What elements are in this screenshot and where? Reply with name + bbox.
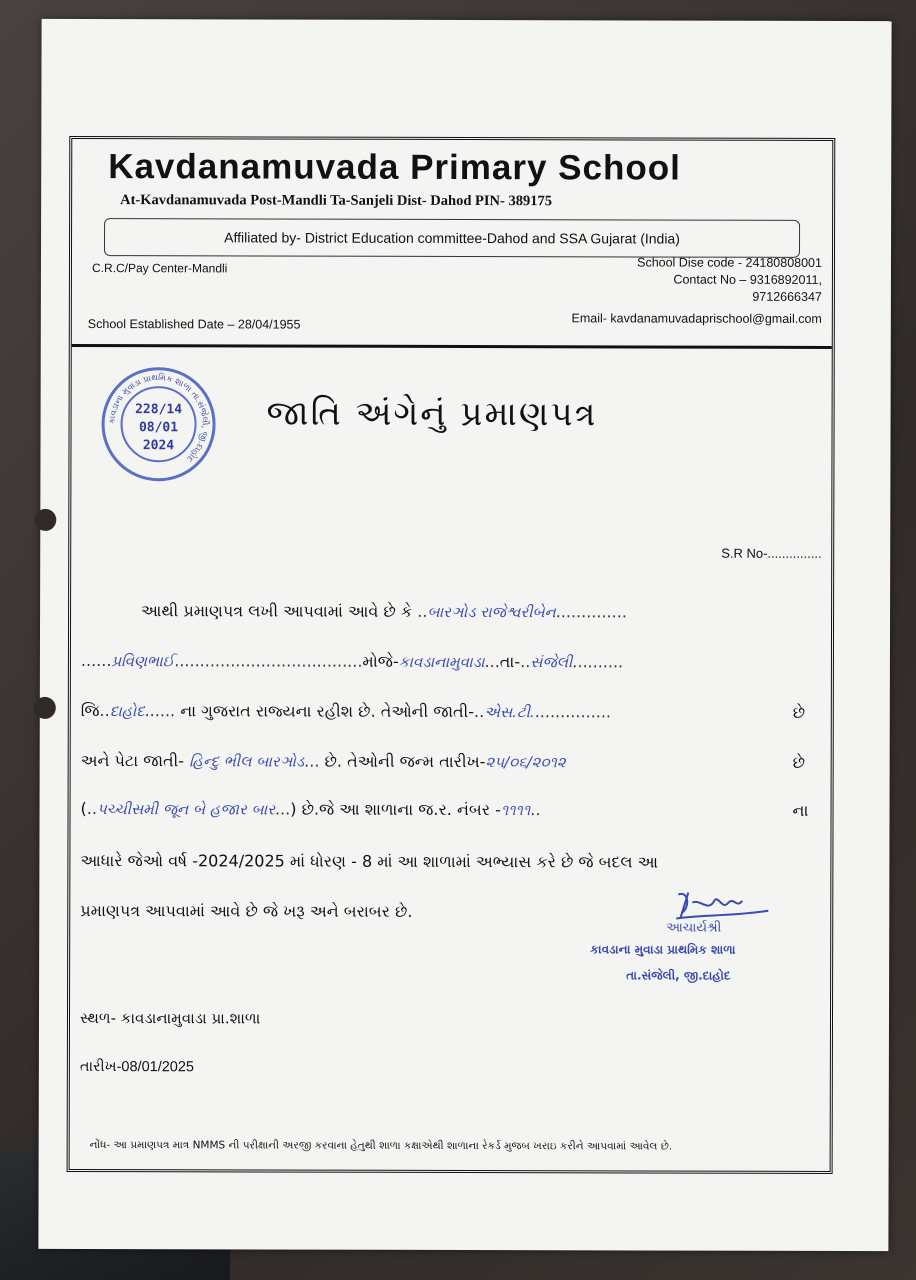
student-name: બારઞોડ રાજેશ્વરીબેન: [427, 602, 556, 622]
seal-year: 2024: [142, 438, 175, 454]
taluka-label: તા-: [499, 652, 521, 672]
body-line-4: અને પેટા જાતી- હિન્દુ ભીલ બારઞોડ... છે. તેઓની જન્મ તારીખ-૨૫/૦૬/૨૦૧૨ છે: [80, 750, 806, 772]
line1-text: આથી પ્રમાણપત્ર લખી આપવામાં આવે છે કે: [141, 601, 413, 621]
school-name: Kavdanamuvada Primary School: [108, 147, 681, 188]
crc-center: C.R.C/Pay Center-Mandli: [91, 261, 228, 276]
letterhead: [72, 139, 833, 349]
svg-text:કાવડાના મુવાડા પ્રાથમિક શાળા: કાવડાના મુવાડા પ્રાથમિક શાળા તા.સંજેલી, જી.દાહોદ: [107, 373, 210, 464]
district-name: દાહોદ: [109, 702, 145, 721]
body-line-2: ......પ્રવિણભાઈ.....................................મોજે-કાવડાનામુવાડા...તા-..સંજેલી..........: [80, 650, 624, 672]
sub-caste-label: અને પેટા જાતી-: [80, 750, 185, 771]
affiliation-box: Affiliated by- District Education committee-Dahod and SSA Gujarat (India): [104, 218, 800, 258]
body-line-3: જિ..દાહોદ...... ના ગુજરાત રાજ્યના રહીશ છે. તેઓની જાતી-..એસ.ટી................ છે: [80, 700, 806, 722]
father-name: પ્રવિણભાઈ: [111, 652, 175, 671]
school-address: At-Kavdanamuvada Post-Mandli Ta-Sanjeli Dist- Dahod PIN- 389175: [120, 192, 552, 210]
body-line-6: આધારે જેઓ વર્ષ -2024/2025 માં ધોરણ - 8 માં આ શાળામાં અભ્યાસ કરે છે જે બદલ આ: [80, 850, 659, 872]
birth-date: ૨૫/૦૬/૨૦૧૨: [485, 753, 566, 772]
certificate-frame: [67, 136, 836, 1174]
birth-date-words: પચ્ચીસમી જૂન બે હજાર બાર: [96, 800, 276, 819]
date-line: તારીખ-08/01/2025: [79, 1058, 195, 1076]
birth-label: છે. તેઓની જન્મ તારીખ-: [324, 751, 486, 772]
school-text: છે.જે આ શાળાના જ.ર. નંબર -: [301, 799, 501, 820]
seal-number: 228/14: [135, 402, 183, 418]
village-name: કાવડાનામુવાડા: [398, 652, 485, 672]
gr-number: ૧૧૧૧: [500, 801, 531, 820]
dist-label: જિ: [80, 700, 100, 721]
punch-hole: [34, 509, 56, 531]
seal-date: 08/01: [138, 420, 179, 436]
chhe-text: છે: [792, 702, 806, 722]
footer-note: નોંધ- આ પ્રમાણપત્ર માત્ર NMMS ની પરીક્ષાની અરજી કરવાના હેતુથી શાળા કક્ષાએથી શાળાના રેકર્ડ મુજબ ખરાઇ કરીને આપવામાં આવેલ છે.: [89, 1139, 673, 1153]
contact-block: [637, 254, 822, 305]
dise-code: School Dise code - 24180808001: [637, 255, 822, 270]
taluka-name: સંજેલી: [530, 653, 573, 672]
caste-name: એસ.ટી.: [484, 703, 535, 722]
body-line-1: આથી પ્રમાણપત્ર લખી આપવામાં આવે છે કે ..બારઞોડ રાજેશ્વરીબેન..............: [141, 601, 627, 622]
state-text: ના ગુજરાત રાજ્યના રહીશ છે. તેઓની જાતી-: [180, 701, 475, 722]
body-line-7: પ્રમાણપત્ર આપવામાં આવે છે જે ખરૂ અને બરાબર છે.: [80, 900, 413, 921]
school-seal: [101, 367, 215, 481]
mauje-label: મોજે-: [362, 651, 399, 671]
contact-number-2: 9712666347: [752, 289, 822, 304]
punch-hole: [34, 697, 56, 719]
certificate-title: જાતિ અંગેનું પ્રમાણપત્ર: [266, 393, 598, 435]
sub-caste-name: હિન્દુ ભીલ બારઞોડ: [189, 752, 305, 771]
established-date: School Established Date – 28/04/1955: [87, 317, 301, 332]
school-email: Email- kavdanamuvadaprischool@gmail.com: [571, 311, 822, 326]
chhe-text: છે: [792, 752, 806, 772]
place-line: સ્થળ- કાવડાનામુવાડા પ્રા.શાળા: [79, 1008, 261, 1028]
signature-school: કાવડાના મુવાડા પ્રાથમિક શાળા: [590, 942, 736, 957]
na-text: ના: [792, 800, 809, 820]
contact-number: Contact No – 9316892011,: [673, 272, 822, 287]
signature-title: આચાર્યશ્રી: [666, 920, 722, 936]
serial-number: S.R No-...............: [721, 545, 822, 561]
signature-place: તા.સંજેલી, જી.દાહોદ: [626, 968, 731, 983]
body-line-5: (..પચ્ચીસમી જૂન બે હજાર બાર...) છે.જે આ શાળાના જ.ર. નંબર -૧૧૧૧.. ના: [80, 798, 809, 820]
certificate-paper: [38, 19, 891, 1251]
